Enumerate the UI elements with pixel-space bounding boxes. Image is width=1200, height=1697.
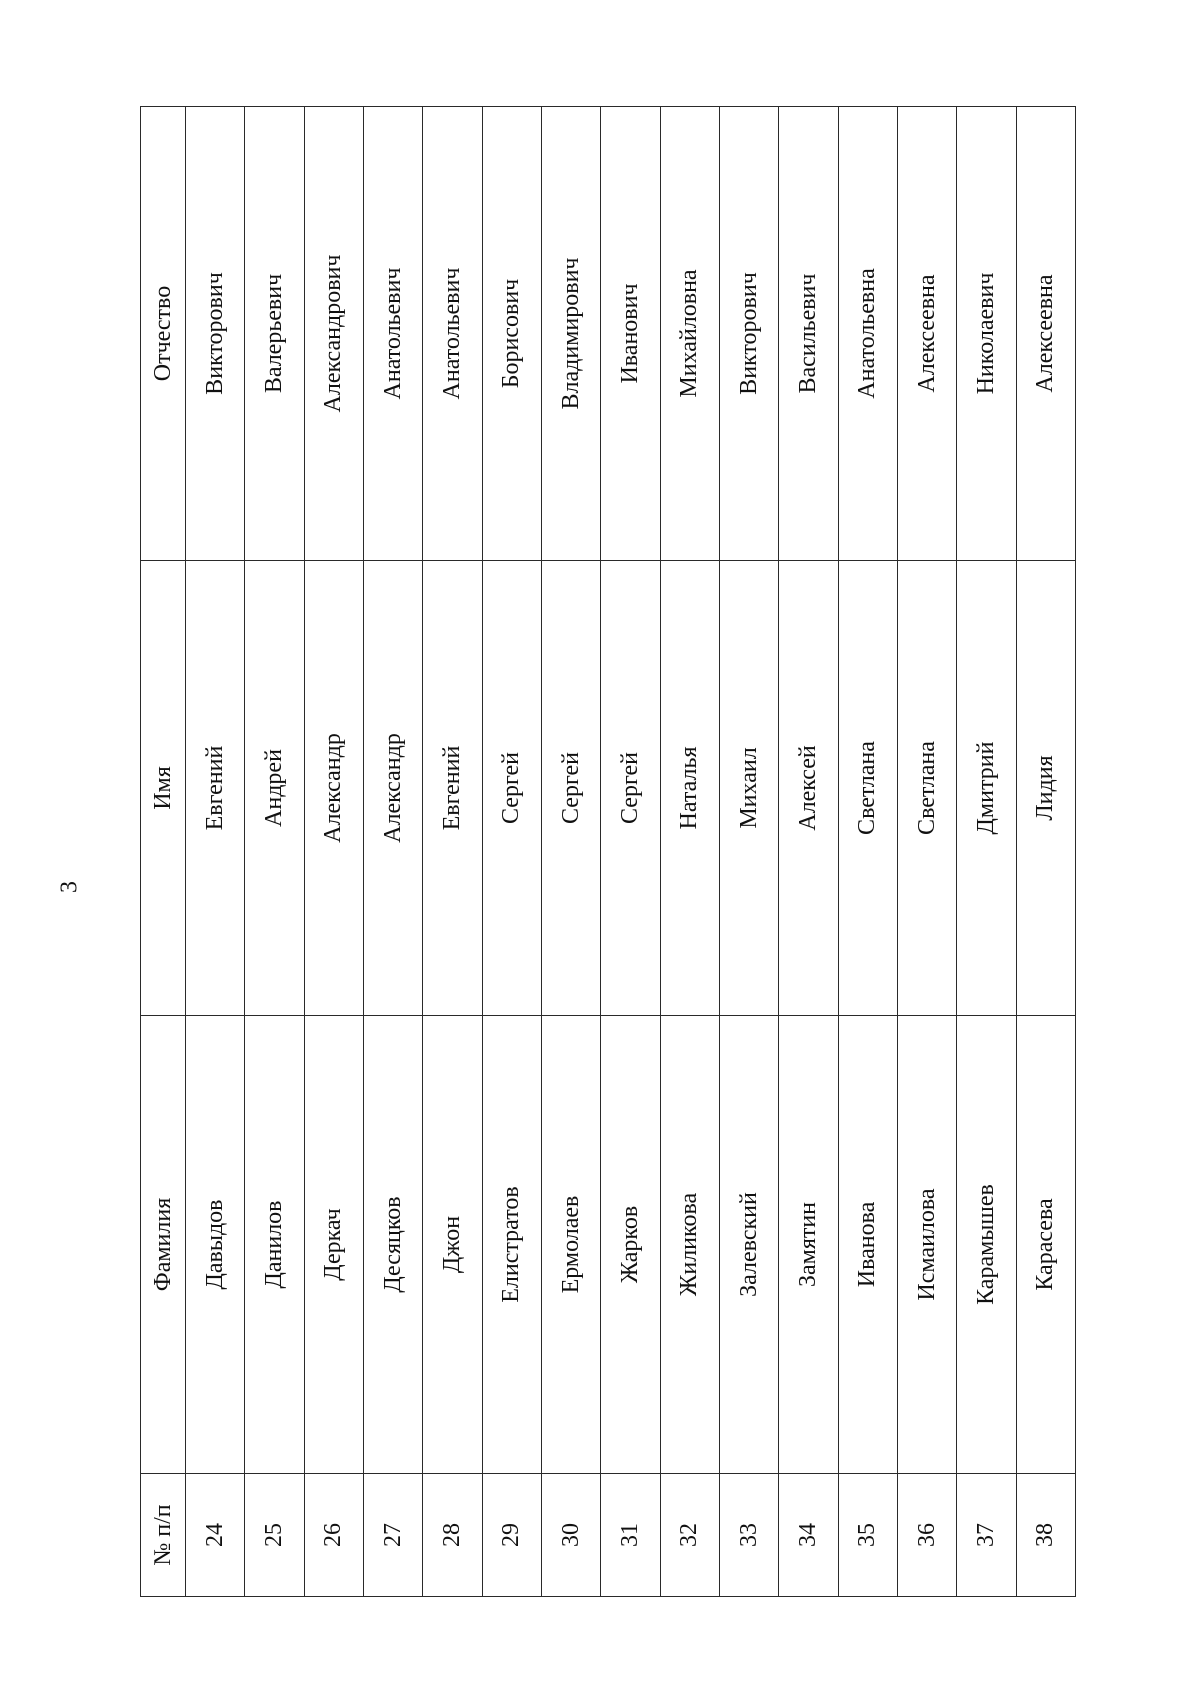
cell-patronymic: Анатольевич bbox=[423, 107, 482, 561]
table-row bbox=[897, 107, 956, 1597]
cell-first-name: Евгений bbox=[186, 561, 245, 1016]
table-row bbox=[423, 107, 482, 1597]
cell-number: 29 bbox=[482, 1474, 541, 1597]
table-row bbox=[1016, 107, 1075, 1597]
table-header-row bbox=[141, 107, 186, 1597]
cell-number: 32 bbox=[660, 1474, 719, 1597]
table-row bbox=[482, 107, 541, 1597]
cell-first-name: Александр bbox=[304, 561, 363, 1016]
cell-first-name: Андрей bbox=[245, 561, 304, 1016]
cell-patronymic: Викторович bbox=[186, 107, 245, 561]
cell-patronymic: Иванович bbox=[601, 107, 660, 561]
table-row bbox=[304, 107, 363, 1597]
cell-patronymic: Викторович bbox=[719, 107, 778, 561]
cell-number: 35 bbox=[838, 1474, 897, 1597]
table-row bbox=[957, 107, 1016, 1597]
cell-patronymic: Васильевич bbox=[779, 107, 838, 561]
cell-first-name: Дмитрий bbox=[957, 561, 1016, 1016]
header-last-name: Фамилия bbox=[141, 1016, 186, 1474]
cell-last-name: Деркач bbox=[304, 1016, 363, 1474]
cell-first-name: Лидия bbox=[1016, 561, 1075, 1016]
cell-first-name: Сергей bbox=[482, 561, 541, 1016]
header-first-name: Имя bbox=[141, 561, 186, 1016]
roster-table-container bbox=[140, 107, 1076, 1597]
table-row bbox=[245, 107, 304, 1597]
cell-patronymic: Алексеевна bbox=[897, 107, 956, 561]
cell-number: 37 bbox=[957, 1474, 1016, 1597]
roster-table bbox=[140, 106, 1076, 1597]
cell-number: 26 bbox=[304, 1474, 363, 1597]
cell-first-name: Светлана bbox=[897, 561, 956, 1016]
cell-number: 28 bbox=[423, 1474, 482, 1597]
cell-patronymic: Анатольевич bbox=[363, 107, 422, 561]
cell-patronymic: Алексеевна bbox=[1016, 107, 1075, 561]
cell-patronymic: Валерьевич bbox=[245, 107, 304, 561]
table-row bbox=[541, 107, 600, 1597]
cell-last-name: Карасева bbox=[1016, 1016, 1075, 1474]
cell-last-name: Залевский bbox=[719, 1016, 778, 1474]
cell-last-name: Давыдов bbox=[186, 1016, 245, 1474]
cell-number: 36 bbox=[897, 1474, 956, 1597]
cell-last-name: Карамышев bbox=[957, 1016, 1016, 1474]
cell-first-name: Александр bbox=[363, 561, 422, 1016]
table-row bbox=[719, 107, 778, 1597]
roster-table-rotated bbox=[140, 107, 1076, 1597]
header-number: № п/п bbox=[141, 1474, 186, 1597]
cell-first-name: Михаил bbox=[719, 561, 778, 1016]
cell-first-name: Сергей bbox=[541, 561, 600, 1016]
cell-first-name: Евгений bbox=[423, 561, 482, 1016]
cell-first-name: Светлана bbox=[838, 561, 897, 1016]
table-row bbox=[601, 107, 660, 1597]
cell-first-name: Наталья bbox=[660, 561, 719, 1016]
cell-number: 25 bbox=[245, 1474, 304, 1597]
cell-last-name: Ермолаев bbox=[541, 1016, 600, 1474]
cell-number: 30 bbox=[541, 1474, 600, 1597]
cell-first-name: Сергей bbox=[601, 561, 660, 1016]
cell-last-name: Исмаилова bbox=[897, 1016, 956, 1474]
cell-patronymic: Михайловна bbox=[660, 107, 719, 561]
table-row bbox=[363, 107, 422, 1597]
cell-last-name: Жарков bbox=[601, 1016, 660, 1474]
cell-last-name: Десяцков bbox=[363, 1016, 422, 1474]
cell-first-name: Алексей bbox=[779, 561, 838, 1016]
table-row bbox=[186, 107, 245, 1597]
table-row bbox=[838, 107, 897, 1597]
cell-last-name: Жиликова bbox=[660, 1016, 719, 1474]
header-patronymic: Отчество bbox=[141, 107, 186, 561]
cell-patronymic: Александрович bbox=[304, 107, 363, 561]
cell-number: 31 bbox=[601, 1474, 660, 1597]
cell-patronymic: Николаевич bbox=[957, 107, 1016, 561]
cell-last-name: Джон bbox=[423, 1016, 482, 1474]
table-row bbox=[779, 107, 838, 1597]
cell-number: 33 bbox=[719, 1474, 778, 1597]
cell-number: 27 bbox=[363, 1474, 422, 1597]
cell-patronymic: Борисович bbox=[482, 107, 541, 561]
page-number-text: 3 bbox=[56, 881, 83, 893]
cell-last-name: Иванова bbox=[838, 1016, 897, 1474]
cell-last-name: Елистратов bbox=[482, 1016, 541, 1474]
cell-number: 38 bbox=[1016, 1474, 1075, 1597]
table-row bbox=[660, 107, 719, 1597]
cell-patronymic: Анатольевна bbox=[838, 107, 897, 561]
cell-patronymic: Владимирович bbox=[541, 107, 600, 561]
cell-number: 24 bbox=[186, 1474, 245, 1597]
cell-number: 34 bbox=[779, 1474, 838, 1597]
cell-last-name: Данилов bbox=[245, 1016, 304, 1474]
cell-last-name: Замятин bbox=[779, 1016, 838, 1474]
